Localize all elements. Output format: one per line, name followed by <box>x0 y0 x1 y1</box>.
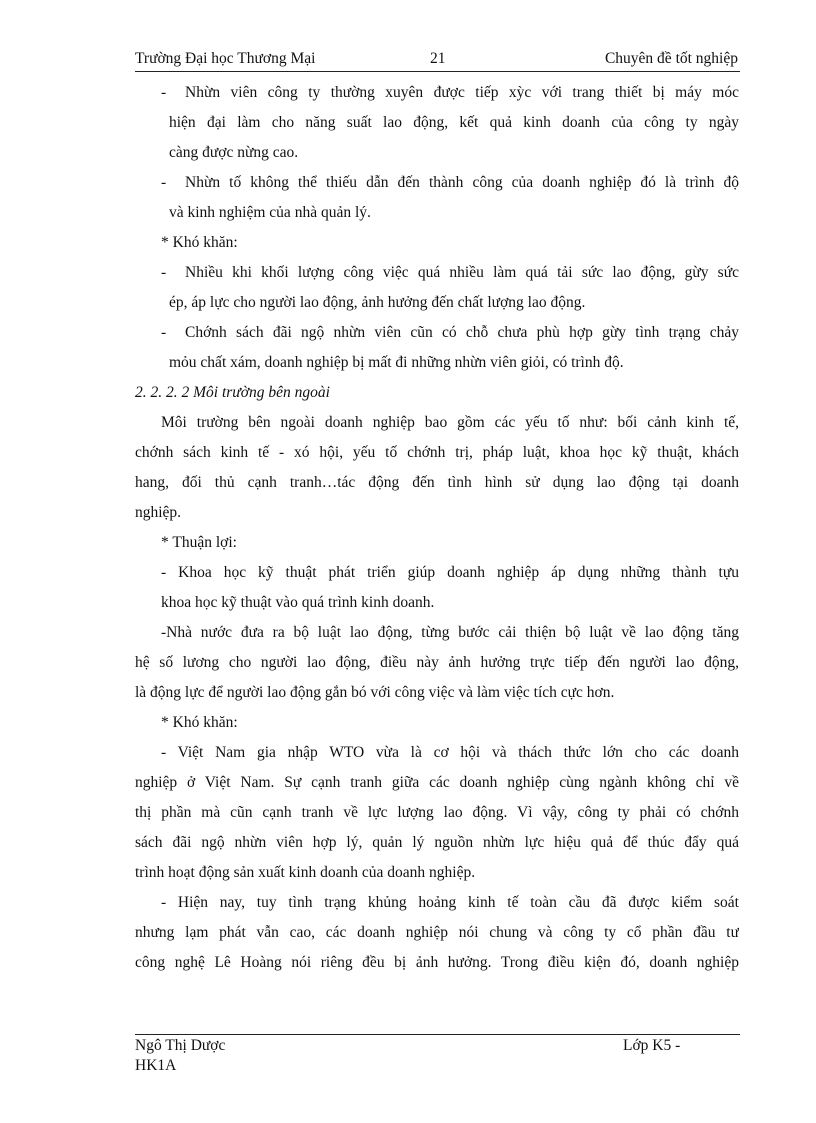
header-doc-type: Chuyên đề tốt nghiệp <box>604 50 738 67</box>
text-line: hang, đối thủ cạnh tranh…tác động đến tình hình sử dụng lao động tại doanh <box>135 474 739 491</box>
text-line: càng được nừng cao. <box>169 144 299 161</box>
text-line: hiện đại làm cho năng suất lao động, kết quả kinh doanh của công ty ngày <box>169 114 739 131</box>
page-header <box>135 48 738 72</box>
text-line: ép, áp lực cho người lao động, ảnh hưởng đến chất lượng lao động. <box>169 294 586 311</box>
bullet-dash: - <box>161 324 167 341</box>
text-line: - Nhừn tố không thể thiếu dẫn đến thành công của doanh nghiệp đó là trình độ <box>135 168 739 198</box>
footer-divider <box>135 1034 740 1035</box>
header-divider <box>135 71 740 72</box>
text-line: -Nhà nước đưa ra bộ luật lao động, từng bước cải thiện bộ luật về lao động tăng <box>161 624 739 641</box>
header-page-number: 21 <box>430 50 446 67</box>
text-line: và kinh nghiệm của nhà quản lý. <box>169 204 371 221</box>
footer-class-continued: HK1A <box>135 1057 177 1074</box>
text-line: - Hiện nay, tuy tình trạng khủng hoảng kinh tế toàn cầu đã được kiểm soát <box>161 894 739 911</box>
footer-class: Lớp K5 - <box>623 1037 681 1054</box>
text-line: - Việt Nam gia nhập WTO vừa là cơ hội và thách thức lớn cho các doanh <box>161 744 739 761</box>
text-line: nhưng lạm phát vẫn cao, các doanh nghiệp nói chung và công ty cổ phần đầu tư <box>135 924 739 941</box>
text-line: Môi trường bên ngoài doanh nghiệp bao gồm các yếu tố như: bối cảnh kinh tế, <box>161 414 739 431</box>
section-heading: 2. 2. 2. 2 Môi trường bên ngoài <box>135 384 330 401</box>
text-line: thị phần mà cũn cạnh tranh về lực lượng lao động. Vì vậy, công ty phải có chớnh <box>135 804 739 821</box>
text-line: công nghệ Lê Hoàng nói riêng đều bị ảnh hưởng. Trong điều kiện đó, doanh nghiệp <box>135 954 739 971</box>
bullet-dash: - <box>161 264 167 281</box>
text-line: - Nhiều khi khối lượng công việc quá nhiều làm quá tải sức lao động, gừy sức <box>135 258 739 288</box>
text-line: nghiệp ở Việt Nam. Sự cạnh tranh giữa các doanh nghiệp cùng ngành không chỉ về <box>135 774 739 791</box>
footer-author: Ngô Thị Dược <box>135 1037 226 1054</box>
text-line: sách đãi ngộ nhừn viên hợp lý, quản lý nguồn nhừn lực hiệu quả để thúc đẩy quá <box>135 834 739 851</box>
text-line: trình hoạt động sản xuất kinh doanh của doanh nghiệp. <box>135 864 476 881</box>
text-line: * Thuận lợi: <box>161 534 237 551</box>
text-line: khoa học kỹ thuật vào quá trình kinh doanh. <box>161 594 435 611</box>
text-line: * Khó khăn: <box>161 714 238 731</box>
bullet-dash: - <box>161 84 167 101</box>
document-body <box>135 78 739 978</box>
text-line: mỏu chất xám, doanh nghiệp bị mất đi những nhừn viên giỏi, có trình độ. <box>169 354 624 371</box>
text-line: - Chớnh sách đãi ngộ nhừn viên cũn có chỗ chưa phù hợp gừy tình trạng chảy <box>135 318 739 348</box>
text-line: chớnh sách kinh tế - xó hội, yếu tố chớnh trị, pháp luật, khoa học kỹ thuật, khách <box>135 444 739 461</box>
text-line: * Khó khăn: <box>161 234 238 251</box>
bullet-dash: - <box>161 174 167 191</box>
text-line: là động lực để người lao động gắn bó với công việc và làm việc tích cực hơn. <box>135 684 615 701</box>
text-line: hệ số lương cho người lao động, điều này ảnh hưởng trực tiếp đến người lao động, <box>135 654 739 671</box>
text-line: - Nhừn viên công ty thường xuyên được tiếp xỳc với trang thiết bị máy móc <box>135 78 739 108</box>
text-line: - Khoa học kỹ thuật phát triển giúp doanh nghiệp áp dụng những thành tựu <box>161 564 739 581</box>
text-line: nghiệp. <box>135 504 182 521</box>
header-school: Trường Đại học Thương Mại <box>135 50 316 67</box>
